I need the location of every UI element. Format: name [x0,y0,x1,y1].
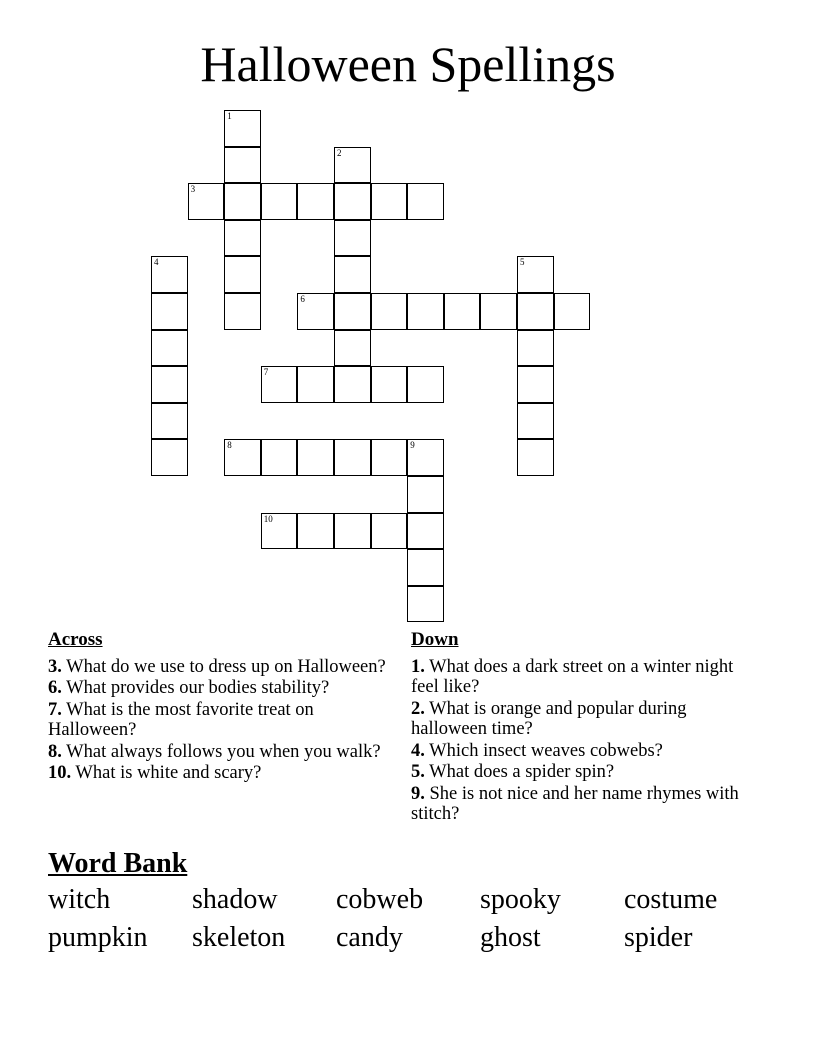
grid-cell[interactable] [261,183,298,220]
clue-num: 6. [48,678,62,698]
grid-cell[interactable] [334,293,371,330]
grid-cell[interactable] [297,439,334,476]
grid-cell[interactable] [334,366,371,403]
clue-text: What is white and scary? [75,763,262,783]
clue-num: 10. [48,763,72,783]
clue-down [411,741,751,762]
clue-text: What is the most favorite treat on Halloween? [48,699,314,740]
grid-cell[interactable] [407,549,444,586]
grid-cell[interactable] [224,110,261,147]
clue-number: 6 [300,294,305,304]
word-bank-word: spider [624,922,693,953]
clue-number: 4 [154,257,159,268]
grid-cell[interactable] [407,476,444,513]
clue-number: 8 [227,440,232,451]
clue-text: What does a spider spin? [429,762,615,782]
grid-cell[interactable] [334,147,371,184]
grid-cell[interactable] [517,256,554,293]
grid-cell[interactable] [334,513,371,550]
clue-text: What provides our bodies stability? [66,678,330,698]
grid-cell[interactable] [151,439,188,476]
word-bank-word: witch [48,884,111,915]
clue-across [48,657,388,678]
clue-num: 9. [411,783,425,804]
clue-across [48,763,388,784]
word-bank-word: candy [336,922,403,953]
clue-num: 5. [411,762,425,782]
grid-cell[interactable] [334,220,371,257]
clue-text: What does a dark street on a winter night feel like? [411,656,734,697]
word-bank-word: costume [624,884,718,915]
down-heading: Down [411,629,459,650]
clue-down [411,699,751,740]
clue-num: 4. [411,740,425,761]
clue-number: 1 [227,111,232,121]
word-bank-word: ghost [480,922,541,953]
clue-across [48,742,388,763]
clue-text: What do we use to dress up on Halloween? [66,656,386,677]
clue-text: Which insect weaves cobwebs? [429,740,663,761]
grid-cell[interactable] [151,366,188,403]
grid-cell[interactable] [407,586,444,623]
clue-number: 3 [190,184,196,195]
clue-text: What is orange and popular during halloween time? [411,698,687,739]
clue-number: 9 [410,440,415,451]
clue-text: What always follows you when you walk? [66,741,381,762]
word-bank-word: cobweb [336,884,424,915]
grid-cell[interactable] [407,293,444,330]
grid-cell[interactable] [334,439,371,476]
grid-cell[interactable] [407,513,444,550]
grid-cell[interactable] [151,293,188,330]
grid-cell[interactable] [224,256,261,293]
clue-num: 1. [411,656,425,677]
grid-cell[interactable] [224,439,261,476]
clue-down [411,784,751,825]
page-title: Halloween Spellings [200,36,616,92]
word-bank-word: spooky [480,884,561,915]
grid-cell[interactable] [480,293,517,330]
word-bank-word: skeleton [192,922,286,953]
grid-cell[interactable] [297,366,334,403]
grid-cell[interactable] [151,330,188,367]
grid-cell[interactable] [334,330,371,367]
grid-cell[interactable] [297,293,334,330]
clue-num: 8. [48,741,62,762]
clue-number: 10 [263,513,273,524]
grid-cell[interactable] [371,513,408,550]
grid-cell[interactable] [297,513,334,550]
word-bank-heading: Word Bank [48,848,188,879]
down-clues [411,630,751,826]
grid-cell[interactable] [261,366,298,403]
grid-cell[interactable] [334,256,371,293]
across-clues [48,630,388,785]
clue-number: 7 [263,367,269,378]
grid-cell[interactable] [554,293,591,330]
grid-cell[interactable] [334,183,371,220]
grid-cell[interactable] [224,147,261,184]
grid-cell[interactable] [371,183,408,220]
grid-cell[interactable] [407,183,444,220]
clue-across [48,678,388,699]
grid-cell[interactable] [517,330,554,367]
grid-cell[interactable] [371,439,408,476]
clue-num: 7. [48,699,62,720]
word-bank-word: shadow [192,884,278,915]
grid-cell[interactable] [444,293,481,330]
across-heading: Across [48,629,103,650]
clue-down [411,657,751,698]
grid-cell[interactable] [224,183,261,220]
clue-num: 3. [48,656,62,677]
grid-cell[interactable] [188,183,225,220]
grid-cell[interactable] [407,366,444,403]
grid-cell[interactable] [517,439,554,476]
grid-cell[interactable] [151,403,188,440]
grid-cell[interactable] [407,439,444,476]
grid-cell[interactable] [224,293,261,330]
clue-num: 2. [411,698,425,719]
grid-cell[interactable] [261,513,298,550]
grid-cell[interactable] [151,256,188,293]
clue-number: 5 [520,257,525,268]
clue-across [48,700,388,741]
grid-cell[interactable] [517,403,554,440]
grid-cell[interactable] [517,293,554,330]
grid-cell[interactable] [517,366,554,403]
grid-cell[interactable] [371,366,408,403]
clue-text: She is not nice and her name rhymes with stitch? [411,783,739,824]
grid-cell[interactable] [261,439,298,476]
grid-cell[interactable] [297,183,334,220]
clue-number: 2 [337,147,342,158]
word-bank-word: pumpkin [48,922,148,953]
grid-cell[interactable] [371,293,408,330]
grid-cell[interactable] [224,220,261,257]
clue-down [411,762,751,783]
